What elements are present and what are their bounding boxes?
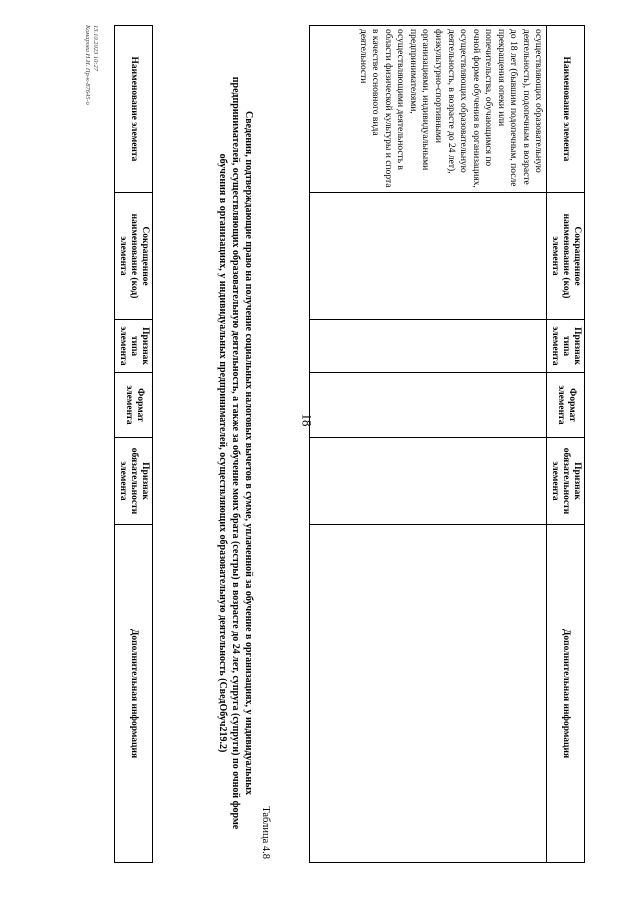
header-format: Формат элемента xyxy=(115,373,153,438)
table-caption: Сведения, подтверждающие право на получение социальных налоговых вычетов в сумме, уплаченной за обучение в организациях, у индивидуальных предпринимателей, осуществляющих образовательную деятельность, а также за обучение моих брата (сестры) в возрасте до 24 лет, супруга (супруги) по очной форме обучения в организациях, у индивидуальных предпринимателей, осуществляющих образовательную деятельность (СведОбуч219.2) xyxy=(217,76,254,830)
header-format: Формат элемента xyxy=(547,373,585,438)
table-header-row xyxy=(547,26,585,863)
header-additional-info: Дополнительная информация xyxy=(547,525,585,863)
table-row xyxy=(310,26,547,863)
header-short-name: Сокращенное наименование (код) элемента xyxy=(115,193,153,320)
header-element-name: Наименование элемента xyxy=(547,26,585,193)
header-short-name: Сокращенное наименование (код) элемента xyxy=(547,193,585,320)
row-element-text: осуществляющих образовательную деятельность), подопечным в возрасте до 18 лет (бывшим подопечным, после прекращения опеки или попечительства, обучающимся по очной форме обучения в организациях, осуществляющих образовательную деятельность, в возрасте до 24 лет), физкультурно-спортивными организациями, индивидуальными предпринимателями, осуществляющими деятельность в области физической культуры и спорта в качестве основного вида деятельности xyxy=(310,26,547,193)
header-required: Признак обязательности элемента xyxy=(115,438,153,525)
empty-cell xyxy=(310,193,547,320)
header-type: Признак типа элемента xyxy=(115,320,153,373)
header-additional-info: Дополнительная информация xyxy=(115,525,153,863)
empty-cell xyxy=(310,438,547,525)
table-label: Таблица 4.8 xyxy=(260,806,271,859)
empty-cell xyxy=(310,320,547,373)
footer-stamp xyxy=(82,25,99,105)
page-number: 18 xyxy=(299,413,315,427)
header-required: Признак обязательности элемента xyxy=(547,438,585,525)
empty-cell xyxy=(310,525,547,863)
footer-date: 13.10.2023 10:27 xyxy=(92,25,99,72)
table-elements-continued xyxy=(309,25,585,863)
table-header-row xyxy=(115,26,153,863)
rotated-page-content xyxy=(65,25,585,863)
footer-author: Комарова Н.И. Пр-к-87645-о xyxy=(83,25,91,105)
empty-cell xyxy=(310,373,547,438)
header-type: Признак типа элемента xyxy=(547,320,585,373)
header-element-name: Наименование элемента xyxy=(115,26,153,193)
table-4-8 xyxy=(114,25,153,863)
